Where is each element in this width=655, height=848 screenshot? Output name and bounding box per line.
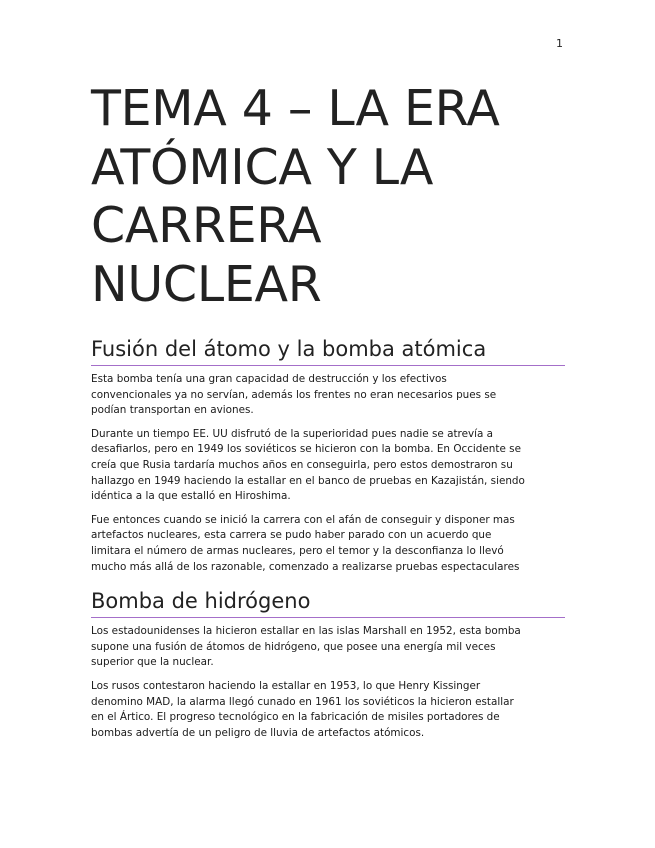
text-line: limitara el número de armas nucleares, pero el temor y la desconfianza lo llevó xyxy=(91,544,504,557)
document-body xyxy=(91,80,565,741)
text-line: idéntica a la que estalló en Hiroshima. xyxy=(91,490,291,503)
text-line: en el Ártico. El progreso tecnológico en la fabricación de misiles portadores de xyxy=(91,711,500,724)
page-number: 1 xyxy=(556,37,563,50)
text-line: superior que la nuclear. xyxy=(91,656,214,669)
text-line: supone una fusión de átomos de hidrógeno, que posee una energía mil veces xyxy=(91,640,496,653)
text-line: Durante un tiempo EE. UU disfrutó de la superioridad pues nadie se atrevía a xyxy=(91,427,494,440)
paragraph xyxy=(91,679,565,741)
text-line: denomino MAD, la alarma llegó cunado en 1961 los soviéticos la hicieron estallar xyxy=(91,695,514,708)
text-line: Los rusos contestaron haciendo la estallar en 1953, lo que Henry Kissinger xyxy=(91,679,481,692)
text-line: Los estadounidenses la hicieron estallar en las islas Marshall en 1952, esta bomba xyxy=(91,625,521,638)
text-line: desafiarlos, pero en 1949 los soviéticos se hicieron con la bomba. En Occidente se xyxy=(91,443,521,456)
paragraph xyxy=(91,372,565,419)
text-line: podían transportan en aviones. xyxy=(91,404,254,417)
text-line: creía que Rusia tardaría muchos años en conseguirla, pero estos demostraron su xyxy=(91,458,513,471)
text-line: hallazgo en 1949 haciendo la estallar en el banco de pruebas en Kazajistán, siendo xyxy=(91,474,525,487)
title-line: ATÓMICA Y LA xyxy=(91,138,434,196)
title-line: CARRERA xyxy=(91,197,322,254)
text-line: artefactos nucleares, esta carrera se pudo haber parado con un acuerdo que xyxy=(91,529,492,542)
title-line: TEMA 4 – LA ERA xyxy=(91,80,500,137)
paragraph xyxy=(91,513,565,575)
section-heading: Bomba de hidrógeno xyxy=(91,588,565,618)
section-fusion xyxy=(91,336,565,575)
section-heading: Fusión del átomo y la bomba atómica xyxy=(91,336,565,366)
text-line: Fue entonces cuando se inició la carrera con el afán de conseguir y disponer mas xyxy=(91,513,515,526)
paragraph xyxy=(91,624,565,671)
title-line: NUCLEAR xyxy=(91,255,322,313)
text-line: mucho más allá de los razonable, comenzado a realizarse pruebas espectaculares xyxy=(91,560,520,573)
text-line: convencionales ya no servían, además los frentes no eran necesarios pues se xyxy=(91,388,497,401)
text-line: bombas advertía de un peligro de lluvia de artefactos atómicos. xyxy=(91,726,425,739)
document-title xyxy=(91,80,565,314)
paragraph xyxy=(91,427,565,505)
section-hidrogeno xyxy=(91,588,565,741)
text-line: Esta bomba tenía una gran capacidad de destrucción y los efectivos xyxy=(91,373,447,385)
